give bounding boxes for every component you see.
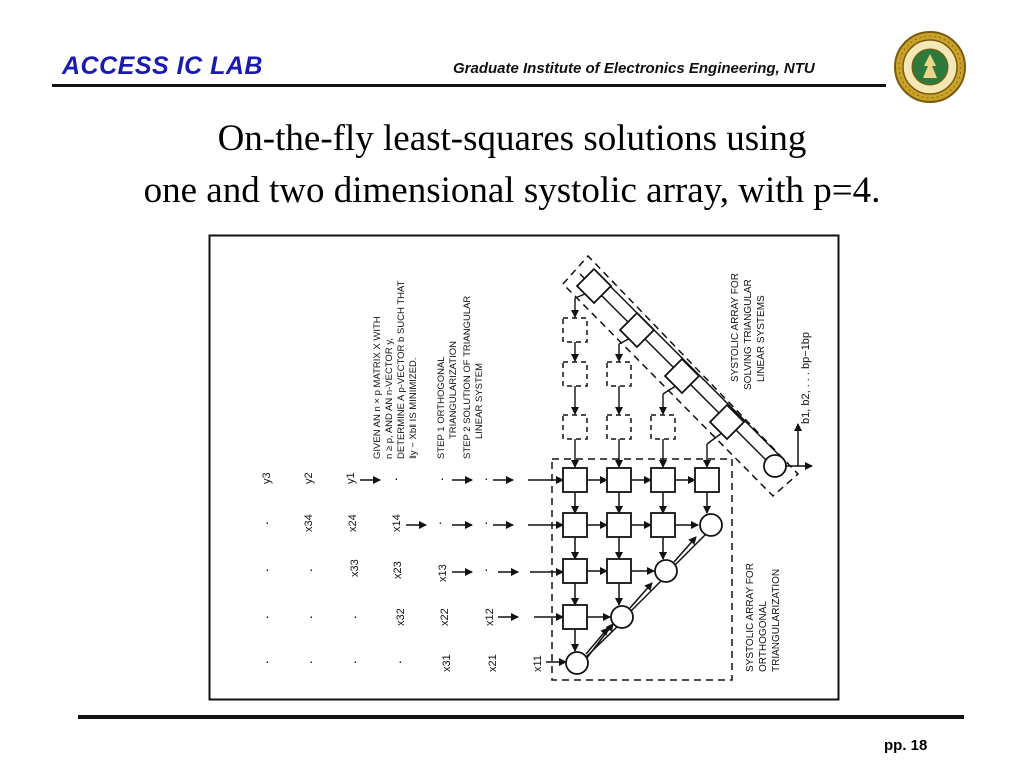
dot: · [309,561,314,577]
input-x34: x34 [303,514,315,532]
input-y-column [261,472,357,484]
pe-square [607,559,631,583]
input-x21: x21 [487,654,499,672]
label-line: SOLVING TRIANGULAR [743,279,754,390]
pe-square [563,513,587,537]
lab-name: ACCESS IC LAB [62,52,263,80]
dot: · [484,561,489,577]
dot: · [394,470,399,486]
dot: · [353,608,358,624]
output-label: b1, b2, . . . bp−1bp [800,331,812,424]
step1-line: STEP 1 ORTHOGONAL [436,356,447,459]
institute-name: Graduate Institute of Electronics Engineering, NTU [453,60,815,77]
dot: · [440,470,445,486]
label-line: LINEAR SYSTEMS [756,295,767,382]
input-arrows [360,480,566,662]
label-line: SYSTOLIC ARRAY FOR [730,273,741,382]
input-x11: x11 [532,655,544,672]
input-x33: x33 [349,559,361,577]
feed-lines [575,292,726,444]
virtual-cells [563,318,675,439]
page-number: pp. 18 [884,737,928,754]
input-spacer-dots [265,470,489,669]
dot: · [353,653,358,669]
input-y1: y1 [345,472,357,484]
description-line: GIVEN AN n × p MATRIX X WITH [372,316,383,459]
step2-line: STEP 2 SOLUTION OF TRIANGULAR [462,295,473,459]
label-line: ORTHOGONAL [758,601,769,672]
dot: · [438,514,443,530]
step-descriptions [436,296,485,459]
input-x14: x14 [391,514,403,532]
label-orthogonal-array [745,563,782,672]
slide-title-line-1: On-the-fly least-squares solutions using [217,118,807,159]
pe-circle [700,514,722,536]
processing-squares [563,468,719,629]
dot: · [265,608,270,624]
input-x12: x12 [484,608,496,626]
dot: · [265,653,270,669]
pe-circle [566,652,588,674]
dot: · [309,653,314,669]
output-arrows [786,424,812,466]
step2-line: LINEAR SYSTEM [474,362,485,439]
array-links [575,480,707,651]
description-line: n ≥ p, AND AN n-VECTOR y, [384,337,395,459]
header-rule [52,84,886,87]
pe-square [563,468,587,492]
dot: · [484,514,489,530]
ntu-seal-icon [893,30,967,104]
dot: · [484,470,489,486]
dot: · [265,561,270,577]
input-y3: y3 [261,472,273,484]
label-line: SYSTOLIC ARRAY FOR [745,563,756,672]
description-line: ‖y − Xb‖ IS MINIMIZED. [408,357,419,459]
pe-circle [611,606,633,628]
input-x22: x22 [439,608,451,626]
dot: · [398,653,403,669]
pe-square [695,468,719,492]
label-triangular-array [730,273,767,390]
tri-circle [764,455,786,477]
pe-square [607,468,631,492]
pe-square [563,559,587,583]
description-line: DETERMINE A p-VECTOR b SUCH THAT [396,280,407,459]
input-col4 [303,514,403,532]
pe-square [651,513,675,537]
slide-title-line-2: one and two dimensional systolic array, with p=4. [143,170,881,211]
input-x31: x31 [441,654,453,672]
feedback-lines [584,532,708,659]
problem-description [372,280,419,459]
input-col3 [349,559,449,582]
pe-square [607,513,631,537]
pe-square [563,605,587,629]
systolic-array-figure [208,234,840,701]
step1-line: TRIANGULARIZATION [448,341,459,439]
input-x23: x23 [392,561,404,579]
pe-square [651,468,675,492]
input-x24: x24 [347,514,359,532]
footer-rule [78,715,964,719]
input-x32: x32 [395,608,407,626]
input-x13: x13 [437,564,449,582]
input-y2: y2 [303,472,315,484]
input-col2 [395,608,496,626]
label-line: TRIANGULARIZATION [771,568,782,672]
input-col1 [441,654,544,672]
dot: · [265,514,270,530]
pe-circle [655,560,677,582]
dot: · [309,608,314,624]
